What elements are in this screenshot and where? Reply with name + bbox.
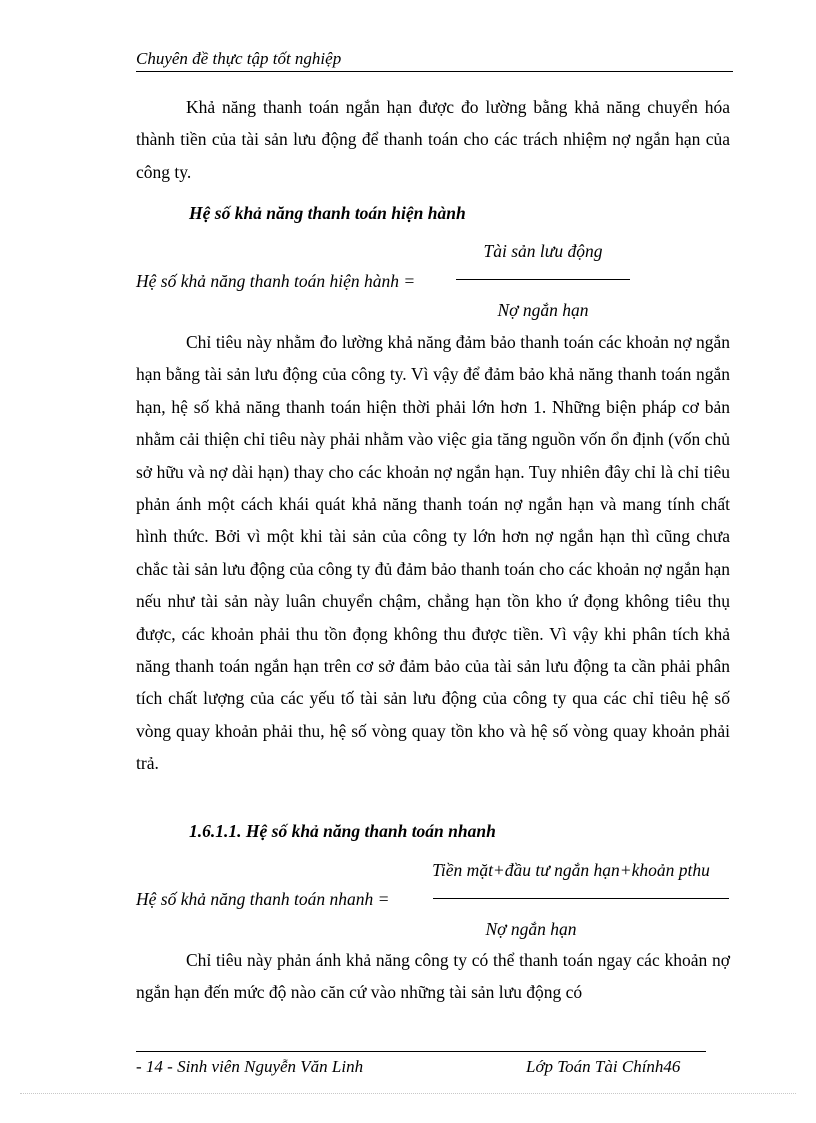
- fraction-line: [456, 279, 630, 280]
- formula-denominator: Nợ ngắn hạn: [485, 919, 577, 939]
- footer-class: Lớp Toán Tài Chính46: [526, 1057, 681, 1076]
- header-rule: [136, 71, 733, 72]
- section-heading-quick-ratio: 1.6.1.1. Hệ số khả năng thanh toán nhanh: [189, 821, 496, 841]
- formula-label: Hệ số khả năng thanh toán hiện hành =: [136, 271, 416, 291]
- section-heading-current-ratio: Hệ số khả năng thanh toán hiện hành: [189, 203, 466, 223]
- current-ratio-paragraph: [136, 326, 730, 780]
- current-ratio-paragraph-text: Chỉ tiêu này nhằm đo lường khả năng đảm bảo thanh toán các khoản nợ ngắn hạn bằng tài sản lưu động của công ty. Vì vậy để đảm bảo khả năng thanh toán ngắn hạn, hệ số khả năng thanh toán hiện thời phải lớn hơn 1. Những biện pháp cơ bản nhằm cải thiện chỉ tiêu này phải nhằm vào việc gia tăng nguồn vốn ổn định (vốn chủ sở hữu và nợ dài hạn) thay cho các khoản nợ ngắn hạn. Tuy nhiên đây chỉ là chỉ tiêu phản ánh một cách khái quát khả năng thanh toán nợ ngắn hạn và mang tính chất hình thức. Bởi vì một khi tài sản của công ty lớn hơn nợ ngắn hạn thì cũng chưa chắc tài sản lưu động của công ty đủ đảm bảo thanh toán cho các khoản nợ ngắn hạn nếu như tài sản này luân chuyển chậm, chẳng hạn tồn kho ứ đọng không tiêu thụ được, các khoản phải thu tồn đọng không thu được tiền. Vì vậy khi phân tích khả năng thanh toán ngắn hạn trên cơ sở đảm bảo của tài sản lưu động ta cần phải phân tích chất lượng của các yếu tố tài sản lưu động của công ty qua các chỉ tiêu hệ số vòng quay khoản phải thu, hệ số vòng quay tồn kho và hệ số vòng quay khoản phải trả.: [136, 332, 730, 774]
- intro-paragraph: [136, 91, 730, 188]
- footer-student: - 14 - Sinh viên Nguyễn Văn Linh: [136, 1057, 364, 1076]
- page-header-title: Chuyên đề thực tập tốt nghiệp: [136, 49, 342, 68]
- page-bottom-dotted-edge: [20, 1093, 796, 1094]
- formula-numerator: Tiền mặt+đầu tư ngắn hạn+khoản pthu: [432, 860, 710, 880]
- fraction-line: [433, 898, 729, 899]
- formula-numerator: Tài sản lưu động: [483, 241, 603, 261]
- intro-paragraph-text: Khả năng thanh toán ngắn hạn được đo lường bằng khả năng chuyển hóa thành tiền của tài sản lưu động để thanh toán cho các trách nhiệm nợ ngắn hạn của công ty.: [136, 97, 730, 182]
- footer-rule: [136, 1051, 706, 1052]
- formula-label: Hệ số khả năng thanh toán nhanh =: [136, 889, 390, 909]
- quick-ratio-paragraph: [136, 944, 730, 1009]
- quick-ratio-paragraph-text: Chỉ tiêu này phản ánh khả năng công ty có thể thanh toán ngay các khoản nợ ngắn hạn đến mức độ nào căn cứ vào những tài sản lưu động có: [136, 950, 730, 1003]
- formula-denominator: Nợ ngắn hạn: [497, 300, 589, 320]
